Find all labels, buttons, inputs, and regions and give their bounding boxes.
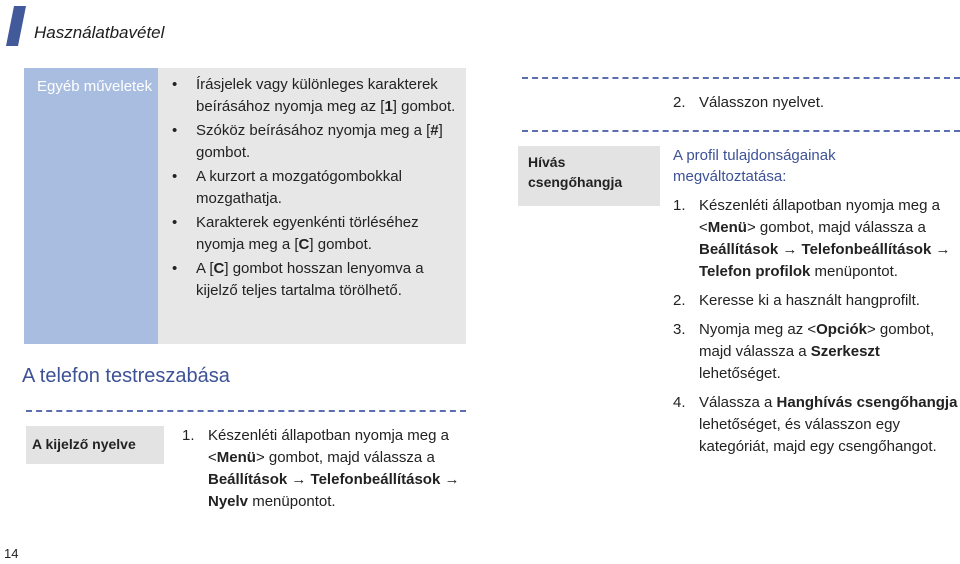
menu-path-text: Hanghívás csengőhangja bbox=[776, 394, 958, 411]
step-item bbox=[673, 195, 960, 283]
key-name: # bbox=[430, 122, 439, 139]
other-operations-list bbox=[170, 74, 460, 304]
menu-path-text: Opciók bbox=[816, 321, 867, 338]
step-item bbox=[673, 392, 960, 458]
menu-path-text: Menü bbox=[707, 219, 747, 236]
list-item bbox=[170, 74, 460, 117]
step-number: 1. bbox=[673, 197, 686, 214]
list-item-text: ] gombot hosszan lenyomva a kijelző teljes tartalma törölhető. bbox=[196, 260, 424, 299]
page-number: 14 bbox=[4, 546, 19, 561]
list-item bbox=[170, 212, 460, 255]
display-language-label: A kijelző nyelve bbox=[32, 436, 136, 452]
step-number: 2. bbox=[673, 292, 686, 309]
other-operations-label-box bbox=[24, 68, 158, 344]
list-item-text: ] gombot. bbox=[309, 235, 372, 253]
list-item-text: A kurzort a mozgatógombokkal mozgathatja. bbox=[196, 168, 402, 207]
menu-path-text: Szerkeszt bbox=[810, 343, 880, 360]
section-header-title: Használatbavétel bbox=[34, 23, 165, 42]
list-item bbox=[170, 166, 460, 209]
step-number: 4. bbox=[673, 394, 686, 411]
key-name: 1 bbox=[384, 97, 393, 115]
step-text: Készenléti állapotban nyomja meg a < bbox=[208, 427, 449, 466]
list-item bbox=[170, 258, 460, 301]
menu-path-text: Menü bbox=[216, 449, 256, 466]
step-item bbox=[673, 290, 960, 312]
step-number: 2. bbox=[673, 94, 686, 111]
list-item-text: Szóköz beírásához nyomja meg a [ bbox=[196, 122, 431, 139]
ringtone-subheading: A profil tulajdonságainak megváltoztatása: bbox=[673, 147, 836, 185]
dashed-divider bbox=[522, 130, 960, 132]
display-language-step-2 bbox=[673, 92, 960, 121]
list-item-text: A [ bbox=[196, 260, 214, 277]
step-item bbox=[182, 425, 462, 513]
list-item-text: Írásjelek vagy különleges karakterek beírásához nyomja meg az [ bbox=[196, 76, 438, 115]
ringtone-steps bbox=[673, 195, 960, 465]
ringtone-label-line2: csengőhangja bbox=[528, 174, 623, 190]
ringtone-label-line1: Hívás bbox=[528, 154, 566, 170]
step-text: Keresse ki a használt hangprofilt. bbox=[699, 292, 920, 309]
other-operations-label: Egyéb műveletek bbox=[37, 78, 153, 95]
menu-path-text: Beállítások → Telefonbeállítások → Telefon profilok bbox=[699, 241, 951, 280]
step-text: menüpontot. bbox=[248, 493, 336, 510]
step-number: 3. bbox=[673, 321, 686, 338]
step-text: lehetőséget, és válasszon egy kategóriát, majd egy csengőhangot. bbox=[699, 416, 937, 455]
ringtone-label bbox=[528, 152, 622, 192]
menu-path-text: Beállítások → Telefonbeállítások → Nyelv bbox=[208, 471, 460, 510]
display-language-steps bbox=[182, 425, 462, 520]
step-number: 1. bbox=[182, 427, 195, 444]
step-text: lehetőséget. bbox=[699, 365, 781, 382]
step-text: > gombot, majd válassza a bbox=[746, 219, 926, 236]
list-item-text: Karakterek egyenkénti törléséhez nyomja meg a [ bbox=[196, 214, 419, 253]
step-text: > gombot, majd válassza a bbox=[255, 449, 435, 466]
step-text: menüpontot. bbox=[810, 263, 898, 280]
step-text: > gombot, majd válassza a bbox=[699, 321, 935, 360]
step-item bbox=[673, 319, 960, 385]
dashed-divider bbox=[522, 77, 960, 79]
step-text: Válasszon nyelvet. bbox=[699, 94, 825, 111]
key-name: C bbox=[213, 260, 225, 277]
display-language-label-box bbox=[26, 426, 164, 464]
step-text: Nyomja meg az < bbox=[699, 321, 817, 338]
header-accent-mark bbox=[6, 6, 26, 46]
ringtone-label-box bbox=[518, 146, 660, 206]
key-name: C bbox=[298, 235, 310, 253]
step-text: Válassza a bbox=[699, 394, 777, 411]
list-item-text: ] gombot. bbox=[392, 97, 456, 115]
dashed-divider bbox=[26, 410, 466, 412]
section-title: A telefon testreszabása bbox=[22, 365, 230, 387]
list-item bbox=[170, 120, 460, 163]
step-text: Készenléti állapotban nyomja meg a < bbox=[699, 197, 940, 236]
list-item-text: ] gombot. bbox=[196, 122, 443, 161]
